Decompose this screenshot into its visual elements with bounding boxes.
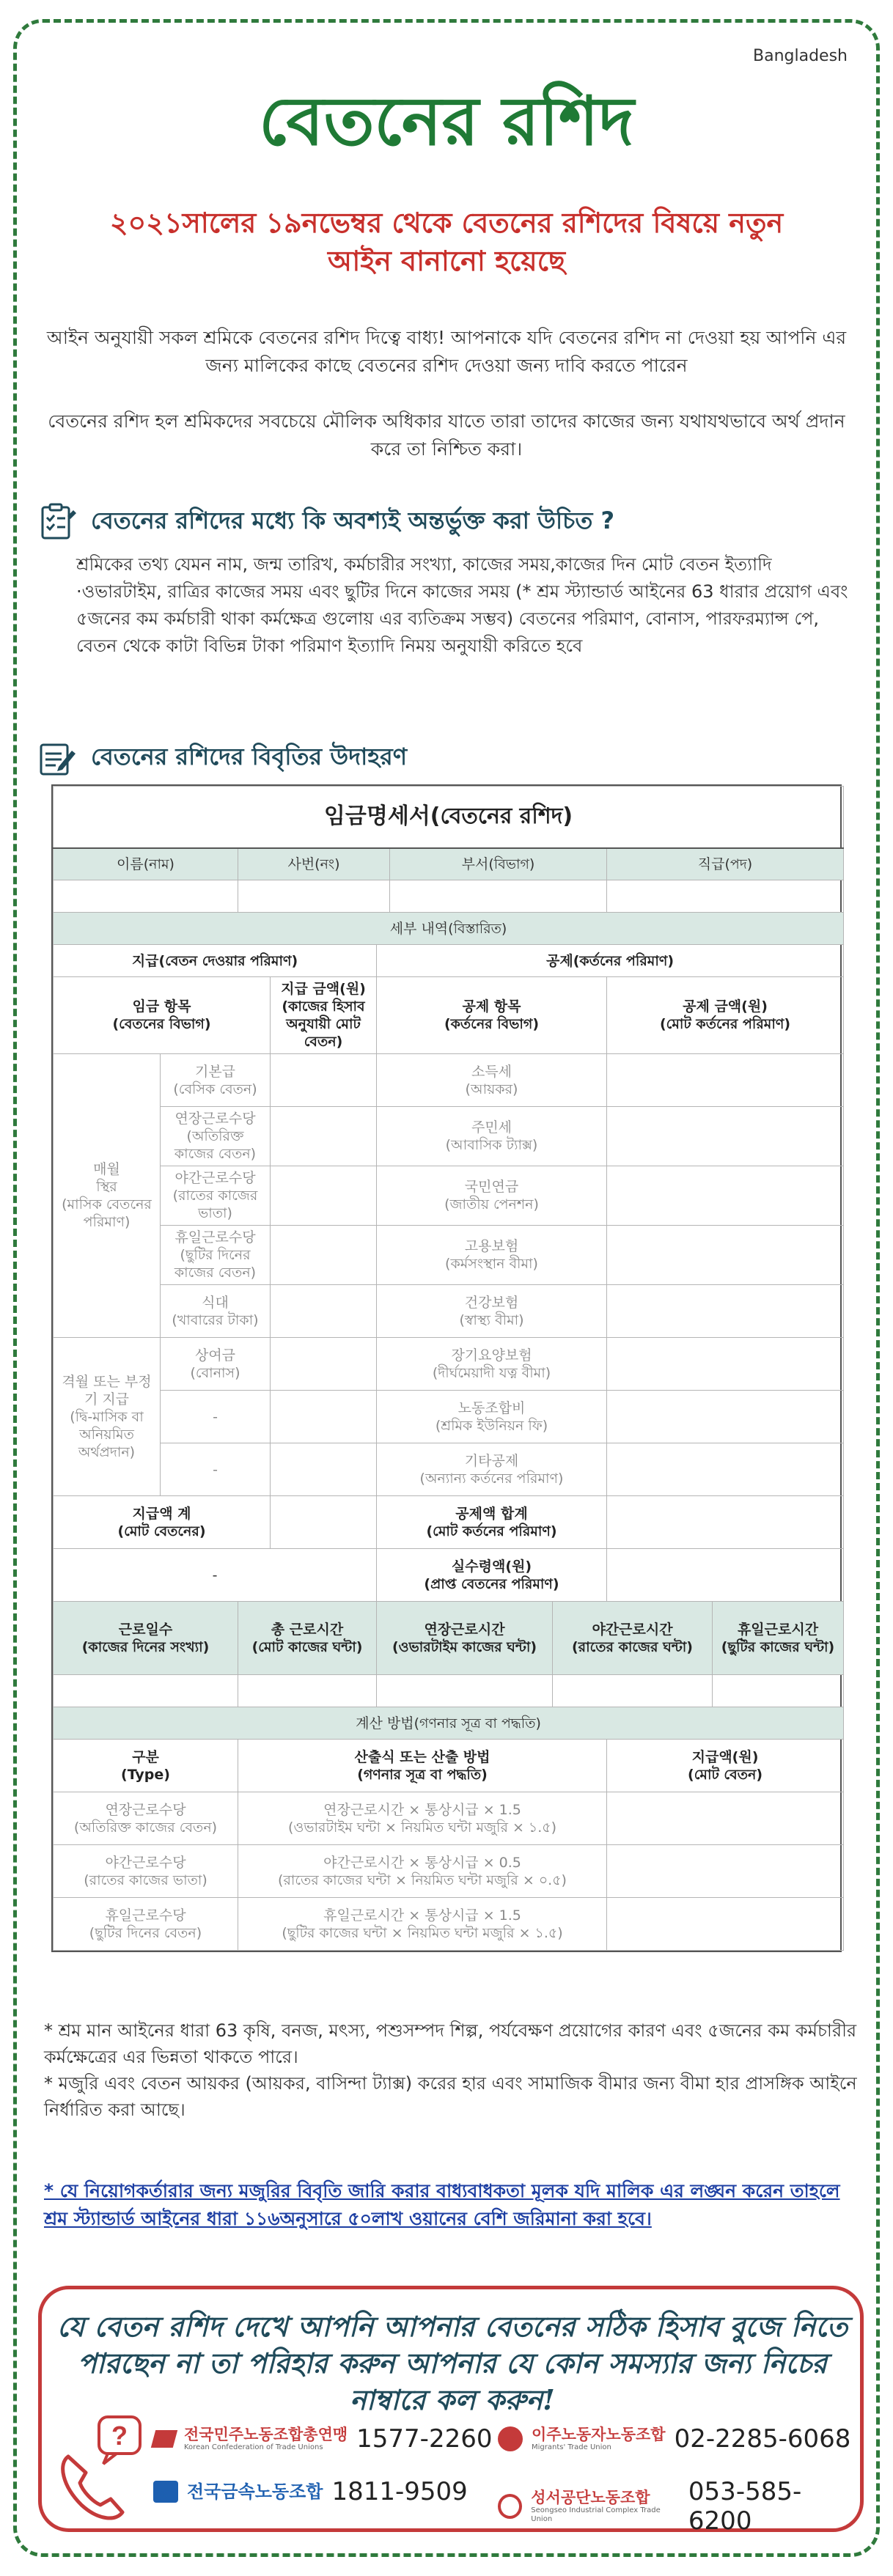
- hours-value-cell: [238, 1675, 377, 1707]
- deduct-amount-cell: [607, 1226, 844, 1285]
- calc-type-header: 구분 (Type): [54, 1740, 238, 1792]
- detail-header: 세부 내역(বিস্তারিত): [54, 913, 844, 945]
- must-include-title: বেতনের রশিদের মধ্যে কি অবশ্যই অন্তর্ভুক্ত করা উচিত ?: [91, 507, 615, 534]
- deduct-amount-cell: [607, 1285, 844, 1338]
- contact-phone[interactable]: 053-585-6200: [688, 2477, 802, 2536]
- intro-paragraph-2: বেতনের রশিদ হল শ্রমিকদের সবচেয়ে মৌলিক অধিকার যাতে তারা তাদের কাজের জন্য যথাযথভাবে অর্থ প্রদান করে তা নিশ্চিত করা।: [48, 411, 845, 460]
- net-placeholder: -: [54, 1549, 377, 1602]
- calc-row-type: 연장근로수당 (অতিরিক্ত কাজের বেতন): [54, 1792, 238, 1845]
- deduct-amount-cell: [607, 1166, 844, 1226]
- deduct-section-header: 공제(কর্তনের পরিমাণ): [377, 945, 844, 977]
- irregular-group-label: 격월 또는 부정기 지급 (দ্বি-মাসিক বা অনিয়মিত অর্থপ্রদান): [54, 1338, 161, 1496]
- kctu-logo-icon: [151, 2430, 177, 2448]
- total-pay-value: [271, 1496, 377, 1549]
- pay-item-row: 야간근로수당 (রাতের কাজের ভাতা): [161, 1166, 271, 1226]
- contact-org-name: 전국금속노동조합: [187, 2481, 323, 2502]
- deduct-item-row: 주민세 (আবাসিক ট্যাক্স): [377, 1107, 607, 1166]
- must-include-heading: [37, 501, 614, 542]
- country-label: Bangladesh: [753, 47, 848, 65]
- deduct-item-row: 국민연금 (জাতীয় পেনশন): [377, 1166, 607, 1226]
- contact-phone[interactable]: 02-2285-6068: [674, 2424, 851, 2454]
- col-department: 부서(বিভাগ): [390, 848, 607, 880]
- calc-row-formula: 연장근로시간 × 통상시급 × 1.5 (ওভারটাইম ঘন্টা × নিয়মিত ঘন্টা মজুরি × ১.৫): [238, 1792, 607, 1845]
- calc-amount-header: 지급액(원) (মোট বেতন): [607, 1740, 844, 1792]
- pay-amount-cell: [271, 1107, 377, 1166]
- pay-item-row: -: [161, 1391, 271, 1443]
- contact-message: যে বেতন রশিদ দেখে আপনি আপনার বেতনের সঠিক হিসাব বুজে নিতে পারছেন না তা পরিহার করুন আপনার যে কোন সমস্যার জন্য নিচের নাম্বারে কল করুন!: [56, 2310, 848, 2416]
- hours-value-cell: [553, 1675, 713, 1707]
- phone-question-icon: [54, 2411, 149, 2521]
- total-deduct-value: [607, 1496, 844, 1549]
- intro-paragraph-1: আইন অনুযায়ী সকল শ্রমিকে বেতনের রশিদ দিত্বে বাধ্য! আপনাকে যদি বেতনের রশিদ না দেওয়া হয় আপনি এর জন্য মালিকের কাছে বেতনের রশিদ দেওয়া জন্য দাবি করতে পারেন: [46, 327, 847, 376]
- calc-row-formula: 야간근로시간 × 통상시급 × 0.5 (রাতের কাজের ঘন্টা × নিয়মিত ঘন্টা মজুরি × ০.৫): [238, 1845, 607, 1898]
- contact-kmwu: [153, 2477, 468, 2506]
- pay-section-header: 지급(বেতন দেওয়ার পরিমাণ): [54, 945, 377, 977]
- col-position: 직급(পদ): [607, 848, 844, 880]
- contact-mtu: [498, 2424, 850, 2454]
- calc-row-amount: [607, 1898, 844, 1951]
- svg-text:?: ?: [111, 2421, 128, 2451]
- contact-org-name: 이주노동자노동조합 Migrants' Trade Union: [532, 2426, 666, 2451]
- pay-amount-cell: [271, 1166, 377, 1226]
- pay-amount-cell: [271, 1054, 377, 1107]
- pay-amount-cell: [271, 1443, 377, 1496]
- pay-item-row: 휴일근로수당 (ছুটির দিনের কাজের বেতন): [161, 1226, 271, 1285]
- calc-row-type: 휴일근로수당 (ছুটির দিনের বেতন): [54, 1898, 238, 1951]
- footnote-1: * শ্রম মান আইনের ধারা 63 কৃষি, বনজ, মৎস্য, পশুসম্পদ শিল্প, পর্যবেক্ষণ প্রয়োগের কারণ এবং ৫জনের কম কর্মচারীর কর্মক্ষেত্রের এর ভিন্নতা থাকতে পারে।: [44, 2020, 857, 2067]
- example-heading: [37, 737, 407, 779]
- monthly-group-label: 매월 স্থির (মাসিক বেতনের পরিমাণ): [54, 1054, 161, 1338]
- page-subtitle: ২০২১সালের ১৯নভেম্বর থেকে বেতনের রশিদের বিষয়ে নতুন আইন বানানো হয়েছে: [109, 207, 784, 277]
- hours-header-total: 총 근로시간 (মোট কাজের ঘন্টা): [238, 1602, 377, 1675]
- deduct-amount-cell: [607, 1443, 844, 1496]
- total-deduct-label: 공제액 합계 (মোট কর্তনের পরিমাণ): [377, 1496, 607, 1549]
- cell-position-value: [607, 880, 844, 913]
- must-include-list: [76, 551, 861, 660]
- footnote-2: * মজুরি এবং বেতন আয়কর (আয়কর, বাসিন্দা ট্যাক্স) করের হার এবং সামাজিক বীমার জন্য বীমা হার প্রাসঙ্গিক আইনে নির্ধারিত করা আছে।: [44, 2073, 857, 2120]
- pay-item-row: 상여금 (বোনাস): [161, 1338, 271, 1391]
- pay-item-row: 기본급 (বেসিক বেতন): [161, 1054, 271, 1107]
- deduct-item-header: 공제 항목 (কর্তনের বিভাগ): [377, 977, 607, 1054]
- total-pay-label: 지급액 계 (মোট বেতনের): [54, 1496, 271, 1549]
- notepad-pen-icon: [37, 737, 78, 779]
- pay-item-row: 식대 (খাবারের টাকা): [161, 1285, 271, 1338]
- deduct-item-row: 고용보험 (কর্মসংস্থান বীমা): [377, 1226, 607, 1285]
- deduct-amount-cell: [607, 1338, 844, 1391]
- net-pay-label: 실수령액(원) (প্রাপ্ত বেতনের পরিমাণ): [377, 1549, 607, 1602]
- contact-org-name: 성서공단노동조합 Seongseo Industrial Complex Trade Union: [531, 2489, 661, 2523]
- cell-department-value: [390, 880, 607, 913]
- calc-row-amount: [607, 1792, 844, 1845]
- seongseo-logo-icon: [498, 2494, 522, 2519]
- contact-phone[interactable]: 1577-2260: [356, 2424, 493, 2454]
- deduct-item-row: 장기요양보험 (দীর্ঘমেয়াদী যত্ন বীমা): [377, 1338, 607, 1391]
- pay-amount-header: 지급 금액(원) (কাজের হিসাব অনুযায়ী মোট বেতন): [271, 977, 377, 1054]
- deduct-item-row: 기타공제 (অন্যান্য কর্তনের পরিমাণ): [377, 1443, 607, 1496]
- contact-org-name: 전국민주노동조합총연맹 Korean Confederation of Trade Unions: [184, 2426, 348, 2451]
- col-name: 이름(নাম): [54, 848, 238, 880]
- penalty-warning: * যে নিয়োগকর্তারার জন্য মজুরির বিবৃতি জারি করার বাধ্যবাধকতা মূলক যদি মালিক এর লঙ্ঘন করেন তাহলে শ্রম স্ট্যান্ডার্ড আইনের ধারা ১১৬অনুসারে ৫০লাখ ওয়ানের বেশি জরিমানা করা হবে।: [44, 2180, 840, 2229]
- pay-amount-cell: [271, 1226, 377, 1285]
- contact-seongseo: [498, 2477, 860, 2536]
- contact-kctu: [153, 2424, 492, 2454]
- deduct-item-row: 건강보험 (স্বাস্থ্য বীমা): [377, 1285, 607, 1338]
- pay-item-header: 임금 항목 (বেতনের বিভাগ): [54, 977, 271, 1054]
- must-include-line-2: ·ওভারটাইম, রাত্রির কাজের সময় এবং ছুটির দিনে কাজের সময় (* শ্রম স্ট্যান্ডার্ড আইনের 63 ধারার প্রয়োগ এবং ৫জনের কম কর্মচারী থাকা কর্মক্ষেত্র গুলোয় এর ব্যতিক্রম সম্ভব) বেতনের পরিমাণ, বোনাস, পারফরম্যান্স পে, বেতন থেকে কাটা বিভিন্ন টাকা পরিমাণ ইত্যাদি নিময় অনুযায়ী করিতে হবে: [76, 581, 848, 656]
- page-title: বেতনের রশিদ: [259, 81, 634, 161]
- cell-name-value: [54, 880, 238, 913]
- hours-header-workdays: 근로일수 (কাজের দিনের সংখ্যা): [54, 1602, 238, 1675]
- deduct-amount-cell: [607, 1107, 844, 1166]
- must-include-line-1: শ্রমিকের তথ্য যেমন নাম, জন্ম তারিখ, কর্মচারীর সংখ্যা, কাজের সময়,কাজের দিন মোট বেতন ইত্যাদি: [76, 554, 772, 575]
- calc-row-formula: 휴일근로시간 × 통상시급 × 1.5 (ছুটির কাজের ঘন্টা × নিয়মিত ঘন্টা মজুরি × ১.৫): [238, 1898, 607, 1951]
- deduct-amount-header: 공제 금액(원) (মোট কর্তনের পরিমাণ): [607, 977, 844, 1054]
- footnotes: [44, 2017, 858, 2123]
- mtu-logo-icon: [498, 2426, 523, 2451]
- pay-amount-cell: [271, 1285, 377, 1338]
- kmwu-logo-icon: [153, 2481, 178, 2503]
- hours-header-holiday: 휴일근로시간 (ছুটির কাজের ঘন্টা): [713, 1602, 844, 1675]
- cell-number-value: [238, 880, 390, 913]
- deduct-amount-cell: [607, 1391, 844, 1443]
- calc-row-amount: [607, 1845, 844, 1898]
- hours-value-cell: [377, 1675, 553, 1707]
- calc-row-type: 야간근로수당 (রাতের কাজের ভাতা): [54, 1845, 238, 1898]
- pay-item-row: -: [161, 1443, 271, 1496]
- net-pay-value: [607, 1549, 844, 1602]
- deduct-amount-cell: [607, 1054, 844, 1107]
- col-number: 사번(নং): [238, 848, 390, 880]
- hours-header-overtime: 연장근로시간 (ওভারটাইম কাজের ঘন্টা): [377, 1602, 553, 1675]
- calc-header: 계산 방법(গণনার সূত্র বা পদ্ধতি): [54, 1707, 844, 1740]
- contact-phone[interactable]: 1811-9509: [331, 2477, 468, 2506]
- payslip-example: [51, 784, 842, 1952]
- hours-value-cell: [54, 1675, 238, 1707]
- deduct-item-row: 노동조합비 (শ্রমিক ইউনিয়ন ফি): [377, 1391, 607, 1443]
- hours-value-cell: [713, 1675, 844, 1707]
- deduct-item-row: 소득세 (আয়কর): [377, 1054, 607, 1107]
- example-title: বেতনের রশিদের বিবৃতির উদাহরণ: [91, 743, 408, 770]
- calc-method-header: 산출식 또는 산출 방법 (গণনার সূত্র বা পদ্ধতি): [238, 1740, 607, 1792]
- pay-item-row: 연장근로수당 (অতিরিক্ত কাজের বেতন): [161, 1107, 271, 1166]
- checklist-icon: [37, 501, 78, 542]
- contact-box: [38, 2286, 864, 2536]
- pay-amount-cell: [271, 1391, 377, 1443]
- hours-header-night: 야간근로시간 (রাতের কাজের ঘন্টা): [553, 1602, 713, 1675]
- payslip-title: 임금명세서(বেতনের রশিদ): [54, 787, 844, 848]
- pay-amount-cell: [271, 1338, 377, 1391]
